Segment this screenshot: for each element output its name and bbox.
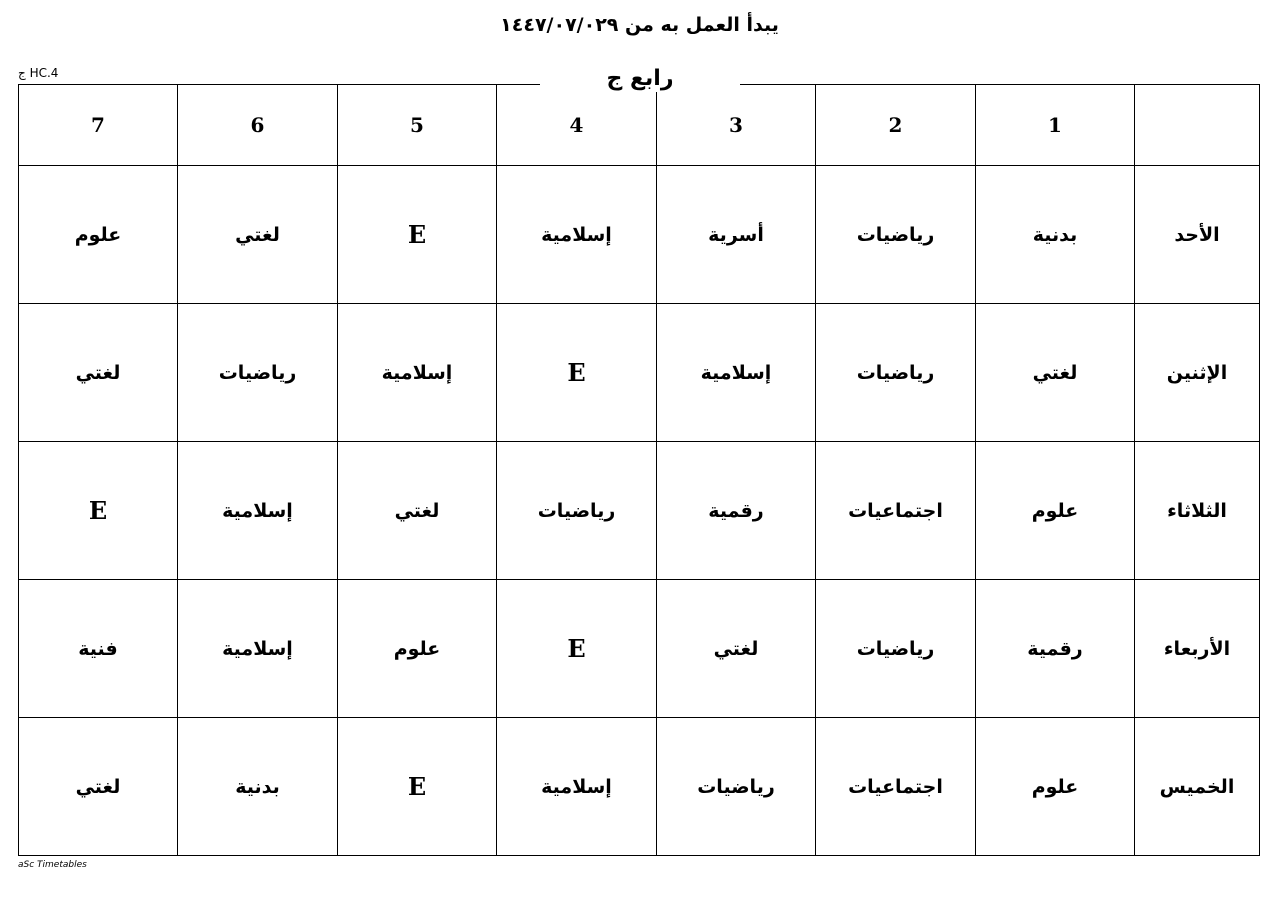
lesson-cell: بدنية xyxy=(178,718,338,856)
lesson-cell: إسلامية xyxy=(497,718,657,856)
lesson-cell: إسلامية xyxy=(178,580,338,718)
footer-credit: aSc Timetables xyxy=(18,860,87,870)
class-name-title: رابع ج xyxy=(540,66,740,92)
day-row-monday xyxy=(19,304,1260,442)
lesson-cell: إسلامية xyxy=(657,304,816,442)
period-header: 4 xyxy=(497,85,657,166)
lesson-cell: رياضيات xyxy=(178,304,338,442)
corner-cell xyxy=(1135,85,1260,166)
lesson-cell: E xyxy=(497,304,657,442)
lesson-cell: E xyxy=(19,442,178,580)
lesson-cell: رقمية xyxy=(976,580,1135,718)
lesson-cell: E xyxy=(338,718,497,856)
day-row-tuesday xyxy=(19,442,1260,580)
period-header: 3 xyxy=(657,85,816,166)
lesson-cell: لغتي xyxy=(657,580,816,718)
lesson-cell: لغتي xyxy=(19,304,178,442)
lesson-cell: لغتي xyxy=(19,718,178,856)
day-row-thursday xyxy=(19,718,1260,856)
lesson-cell: بدنية xyxy=(976,166,1135,304)
lesson-cell: لغتي xyxy=(178,166,338,304)
lesson-cell: لغتي xyxy=(338,442,497,580)
period-header: 2 xyxy=(816,85,976,166)
day-row-wednesday xyxy=(19,580,1260,718)
lesson-cell: أسرية xyxy=(657,166,816,304)
lesson-cell: اجتماعيات xyxy=(816,718,976,856)
day-label: الأحد xyxy=(1135,166,1260,304)
lesson-cell: لغتي xyxy=(976,304,1135,442)
period-header-row xyxy=(19,85,1260,166)
lesson-cell: رياضيات xyxy=(816,580,976,718)
lesson-cell: إسلامية xyxy=(497,166,657,304)
day-row-sunday xyxy=(19,166,1260,304)
lesson-cell: رقمية xyxy=(657,442,816,580)
period-header: 7 xyxy=(19,85,178,166)
lesson-cell: رياضيات xyxy=(657,718,816,856)
lesson-cell: علوم xyxy=(976,442,1135,580)
lesson-cell: رياضيات xyxy=(816,304,976,442)
lesson-cell: علوم xyxy=(976,718,1135,856)
timetable-grid xyxy=(18,84,1260,856)
lesson-cell: إسلامية xyxy=(178,442,338,580)
period-header: 5 xyxy=(338,85,497,166)
lesson-cell: فنية xyxy=(19,580,178,718)
lesson-cell: E xyxy=(497,580,657,718)
lesson-cell: رياضيات xyxy=(497,442,657,580)
period-header: 1 xyxy=(976,85,1135,166)
day-label: الخميس xyxy=(1135,718,1260,856)
period-header: 6 xyxy=(178,85,338,166)
effective-date-title: يبدأ العمل به من ١٤٤٧/٠٧/٠٢٩ xyxy=(500,14,779,36)
lesson-cell: إسلامية xyxy=(338,304,497,442)
lesson-cell: E xyxy=(338,166,497,304)
day-label: الإثنين xyxy=(1135,304,1260,442)
day-label: الثلاثاء xyxy=(1135,442,1260,580)
class-code-label: HC.4 ج xyxy=(18,66,59,80)
lesson-cell: علوم xyxy=(19,166,178,304)
lesson-cell: اجتماعيات xyxy=(816,442,976,580)
lesson-cell: رياضيات xyxy=(816,166,976,304)
day-label: الأربعاء xyxy=(1135,580,1260,718)
lesson-cell: علوم xyxy=(338,580,497,718)
